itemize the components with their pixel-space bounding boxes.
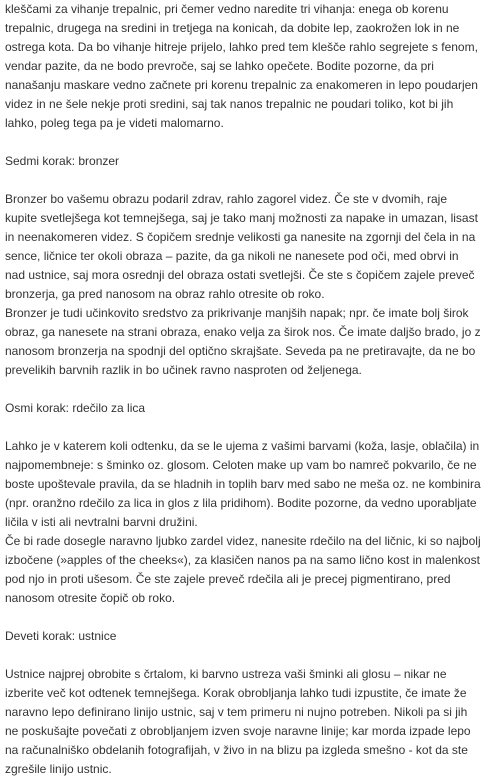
step-7-paragraph-1: Bronzer bo vašemu obrazu podaril zdrav, rahlo zagorel videz. Če ste v dvomih, raje kupite svetlejšega kot temnejšega, saj je tako manj možnosti za napake in umazan, lisast in neenakomeren videz. S čopičem srednje velikosti ga nanesite na zgornji del čela in na sence, ličnice ter okoli obraza – pazite, da ga nikoli ne nanesete pod oči, med obrvi in nad ustnice, saj mora osrednji del obraza ostati svetlejši. Če ste s čopičem zajele preveč bronzerja, ga pred nanosom na obraz rahlo otresite ob roko.	[5, 192, 478, 301]
step-9-heading: Deveti korak: ustnice	[5, 629, 117, 643]
step-8-heading: Osmi korak: rdečilo za lica	[5, 401, 146, 415]
step-8-paragraph-1: Lahko je v katerem koli odtenku, da se le ujema z vašimi barvami (koža, lasje, oblačila) in najpomembneje: s šminko oz. glosom. Celoten make up vam bo namreč pokvarilo, če ne boste upoštevale pravila, da se hladnih in toplih barv med sabo ne meša oz. ne kombinira (npr. oranžno rdečilo za lica in glos z lila pridihom). Bodite pozorne, da vedno uporabljate ličila v isti ali nevtralni barvni družini.	[5, 439, 481, 529]
intro-paragraph: kleščami za vihanje trepalnic, pri čemer vedno naredite tri vihanja: enega ob korenu trepalnic, drugega na sredini in tretjega na konicah, da dobite lep, zaokrožen lok in ne ostrega kota. Da bo vihanje hitreje prijelo, lahko pred tem klešče rahlo segrejete s fenom, vendar pazite, da ne bodo prevroče, saj se lahko opečete. Bodite pozorne, da pri nanašanju maskare vedno začnete pri korenu trepalnic za enakomeren in lepo poudarjen videz in ne šele nekje proti sredini, saj tak nanos trepalnic ne poudari toliko, kot bi jih lahko, poleg tega pa je videti malomarno.	[5, 2, 478, 130]
step-7-paragraph-2: Bronzer je tudi učinkovito sredstvo za prikrivanje manjših napak; npr. če imate bolj širok obraz, ga nanesete na strani obraza, enako velja za širok nos. Če imate daljšo brado, jo z nanosom bronzerja na spodnji del optično skrajšate. Seveda pa ne pretiravajte, da ne bo prevelikih barvnih razlik in bo učinek ravno nasproten od željenega.	[5, 306, 481, 377]
step-8-paragraph-2: Če bi rade dosegle naravno ljubko zardel videz, nanesite rdečilo na del ličnic, ki so najbolj izbočene (»apples of the cheeks«), za klasičen nanos pa na samo lično kost in malenkost pod njo in proti ušesom. Če ste zajele preveč rdečila ali je precej pigmentirano, pred nanosom otresite čopič ob roko.	[5, 534, 481, 605]
step-9-paragraph-1: Ustnice najprej obrobite s črtalom, ki barvno ustreza vaši šminki ali glosu – nikar ne izberite več kot odtenek temnejšega. Korak obrobljanja lahko tudi izpustite, če imate že naravno lepo definirano linijo ustnic, saj v tem primeru ni nujno potreben. Nikoli pa si jih ne poskušajte povečati z obrobljanjem izven svoje naravne linije; kar morda izpade lepo na računalniško obdelanih fotografijah, v živo in na blizu pa izgleda smešno - kot da ste zgrešile linijo ustnic.	[5, 667, 471, 776]
step-7-heading: Sedmi korak: bronzer	[5, 154, 120, 168]
